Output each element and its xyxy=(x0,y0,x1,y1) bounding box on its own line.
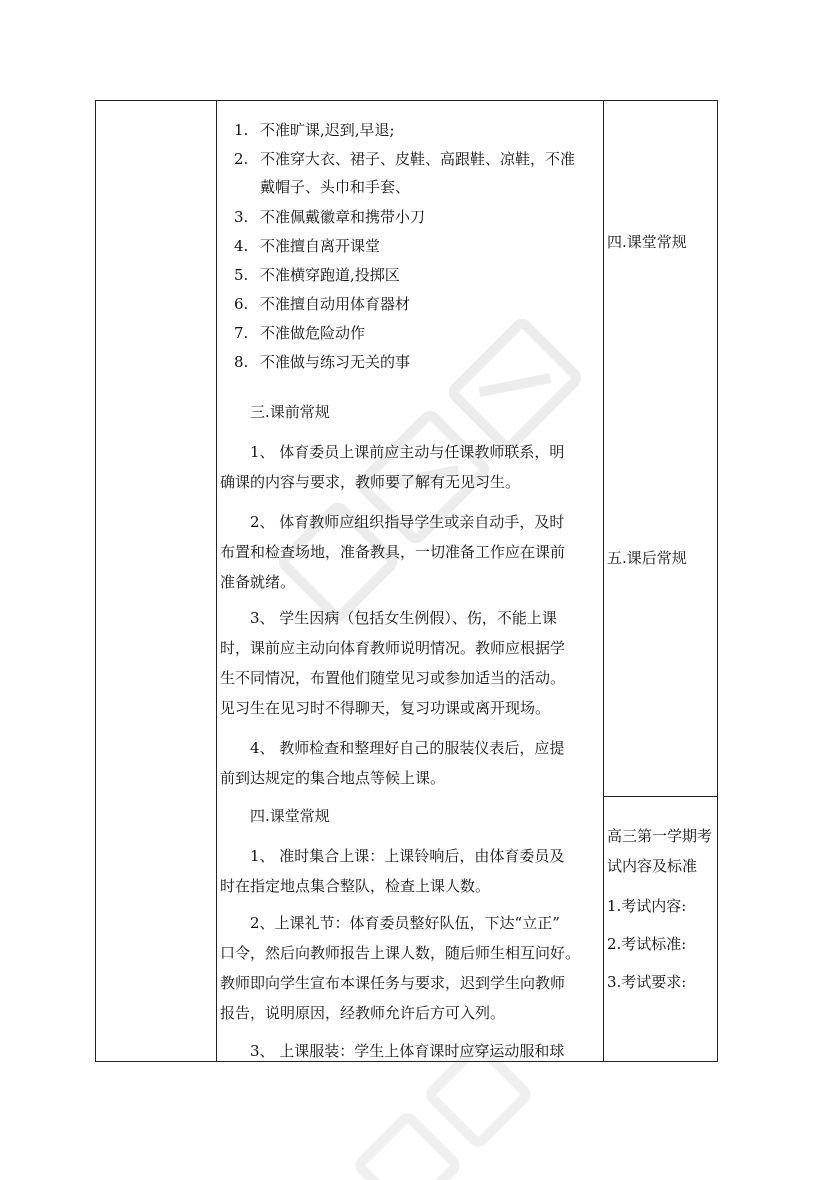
exam-item: 1.考试内容: xyxy=(607,897,687,915)
exam-item: 3.考试要求: xyxy=(607,973,687,991)
paragraph-line: 1、 准时集合上课：上课铃响后，由体育委员及 xyxy=(250,847,565,865)
paragraph-line: 见习生在见习时不得聊天，复习功课或离开现场。 xyxy=(220,699,551,717)
table-column-divider xyxy=(216,101,217,1061)
paragraph-line: 教师即向学生宣布本课任务与要求，迟到学生向教师 xyxy=(220,974,566,992)
list-item: 8. 不准做与练习无关的事 xyxy=(234,353,411,371)
exam-item: 2.考试标准: xyxy=(607,935,687,953)
exam-title-line: 高三第一学期考 xyxy=(607,827,713,845)
paragraph-line: 4、 教师检查和整理好自己的服装仪表后，应提 xyxy=(250,739,565,757)
paragraph-line: 3、 学生因病（包括女生例假）、伤，不能上课 xyxy=(250,609,557,627)
list-item: 7. 不准做危险动作 xyxy=(234,324,366,342)
paragraph-line: 时，课前应主动向体育教师说明情况。教师应根据学 xyxy=(220,639,566,657)
table-column-divider xyxy=(603,101,604,1061)
paragraph-line: 生不同情况，布置他们随堂见习或参加适当的活动。 xyxy=(220,669,566,687)
paragraph-line: 时在指定地点集合整队，检查上课人数。 xyxy=(220,877,491,895)
section-heading: 三.课前常规 xyxy=(250,403,330,421)
list-item-continuation: 戴帽子、头巾和手套、 xyxy=(260,178,411,196)
paragraph-line: 确课的内容与要求，教师要了解有无见习生。 xyxy=(220,473,521,491)
list-item: 6. 不准擅自动用体育器材 xyxy=(234,295,411,313)
paragraph-line: 准备就绪。 xyxy=(220,573,296,591)
paragraph-line: 报告，说明原因，经教师允许后方可入列。 xyxy=(220,1004,506,1022)
paragraph-line: 布置和检查场地，准备教具，一切准备工作应在课前 xyxy=(220,543,566,561)
paragraph-line: 3、 上课服装：学生上体育课时应穿运动服和球 xyxy=(250,1042,565,1060)
paragraph-line: 2、上课礼节：体育委员整好队伍，下达“立正” xyxy=(250,914,560,932)
list-item: 3. 不准佩戴徽章和携带小刀 xyxy=(234,208,426,226)
paragraph-line: 口令，然后向教师报告上课人数，随后师生相互问好。 xyxy=(220,944,581,962)
exam-title-line: 试内容及标准 xyxy=(607,857,698,875)
right-column-label: 四.课堂常规 xyxy=(607,233,687,251)
table-row-divider xyxy=(603,796,717,797)
section-heading: 四.课堂常规 xyxy=(250,807,330,825)
paragraph-line: 2、 体育教师应组织指导学生或亲自动手，及时 xyxy=(250,513,565,531)
list-item: 2. 不准穿大衣、裙子、皮鞋、高跟鞋、凉鞋，不准 xyxy=(234,150,576,168)
list-item: 1. 不准旷课,迟到,早退; xyxy=(234,121,395,139)
list-item: 4. 不准擅自离开课堂 xyxy=(234,237,381,255)
right-column-label: 五.课后常规 xyxy=(607,549,687,567)
paragraph-line: 1、 体育委员上课前应主动与任课教师联系，明 xyxy=(250,443,565,461)
list-item: 5. 不准横穿跑道,投掷区 xyxy=(234,266,400,284)
paragraph-line: 前到达规定的集合地点等候上课。 xyxy=(220,769,446,787)
